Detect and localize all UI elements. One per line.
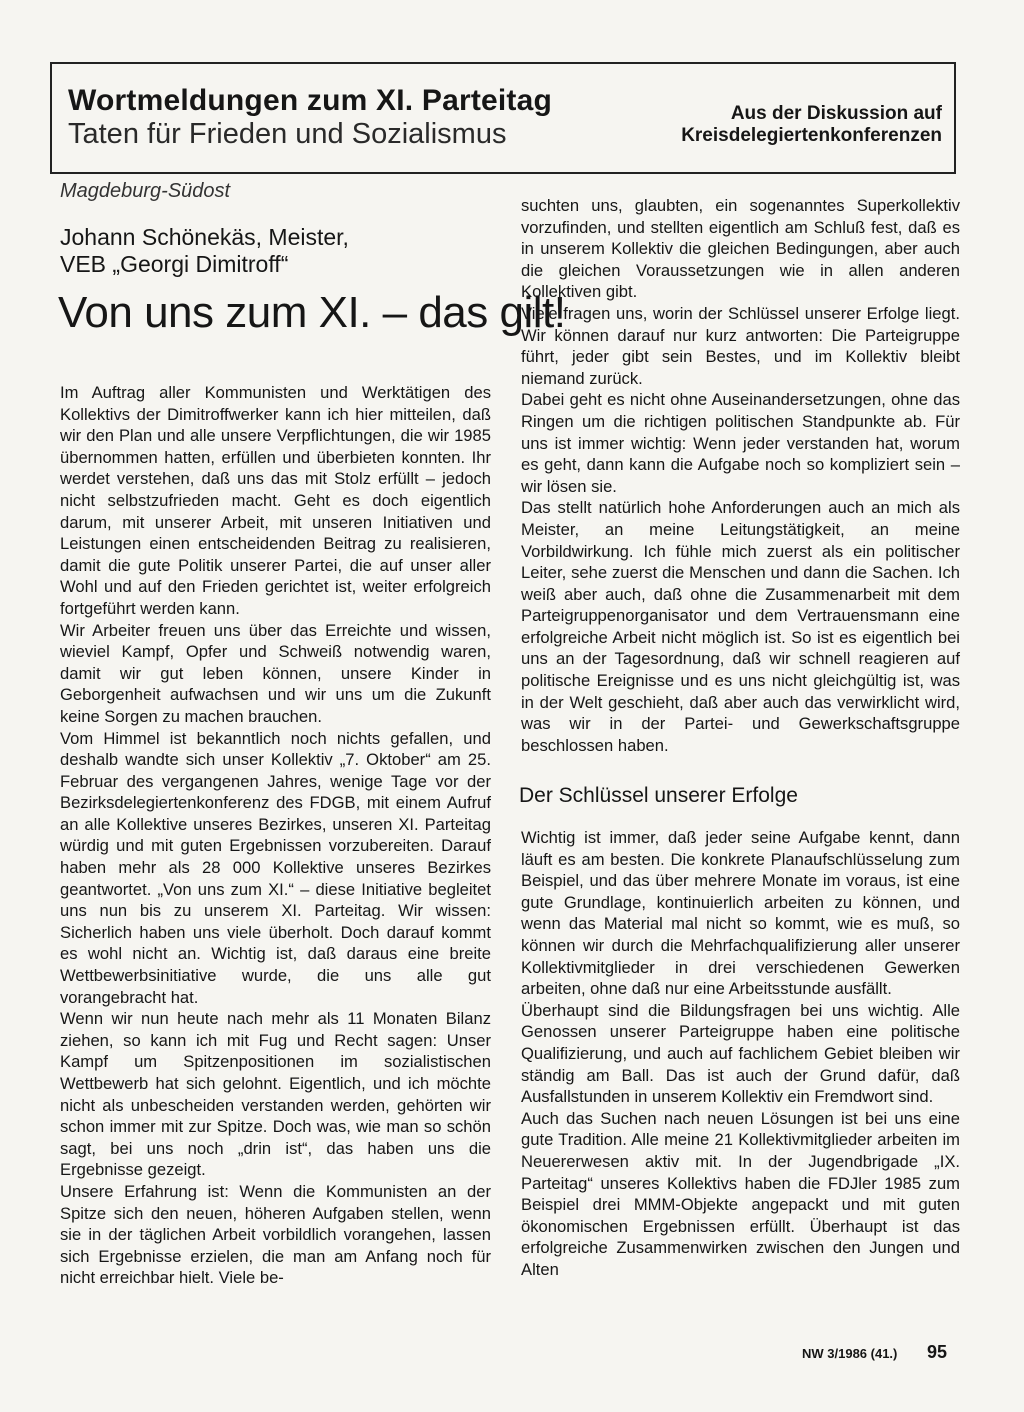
paragraph: Wir Arbeiter freuen uns über das Erreichte und wissen, wieviel Kampf, Opfer und Schweiß notwendig waren, damit wir gut leben können, unsere Kinder in Geborgenheit aufwachsen und wir uns um die Zukunft keine Sorgen zu machen brauchen.	[60, 620, 491, 726]
page-number: 95	[927, 1342, 948, 1362]
paragraph: Auch das Suchen nach neuen Lösungen ist bei uns eine gute Tradition. Alle meine 21 Kollektivmitglieder arbeiten im Neuererwesen aktiv mit. In der Jugendbrigade „IX. Parteitag“ unseres Kollektivs haben die FDJler 1985 zum Beispiel drei MMM-Objekte angepackt und mit guten ökonomischen Ergebnissen erfüllt. Überhaupt ist das erfolgreiche Zusammenwirken zwischen den Jungen und Alten	[521, 1108, 960, 1279]
paragraph: suchten uns, glaubten, ein sogenanntes Superkollektiv vorzufinden, und stellten eigentlich am Schluß fest, daß es in unserem Kollektiv die gleichen Bedingungen, aber auch die gleichen Voraussetzungen wie in allen anderen Kollektiven gibt.	[521, 196, 960, 302]
author-affiliation: VEB „Georgi Dimitroff“	[60, 251, 289, 277]
paragraph: Unsere Erfahrung ist: Wenn die Kommunisten an der Spitze sich den neuen, höheren Aufgaben stellen, wenn sie in der täglichen Arbeit vorbildlich vorangehen, lassen sich Ergebnisse erzielen, die man am Anfang noch für nicht erreichbar hielt. Viele be-	[60, 1181, 491, 1288]
paragraph: Überhaupt sind die Bildungsfragen bei uns wichtig. Alle Genossen unserer Parteigruppe haben eine politische Qualifizierung, und auch auf fachlichem Gebiet bleiben wir ständig am Ball. Das ist auch der Grund dafür, daß Ausfallstunden in unserem Kollektiv ein Fremdwort sind.	[521, 1000, 960, 1107]
paragraph: Im Auftrag aller Kommunisten und Werktätigen des Kollektivs der Dimitroffwerker kann ich hier mitteilen, daß wir den Plan und alle unsere Verpflichtungen, die wir 1985 übernommen hatten, erfüllen und überbieten konnten. Ihr werdet verstehen, daß uns das mit Stolz erfüllt – jedoch nicht selbstzufrieden macht. Geht es doch eigentlich darum, mit unserer Arbeit, mit unseren Initiativen und Leistungen einen entscheidenden Beitrag zu realisieren, damit die gute Politik unserer Partei, die auf unser aller Wohl und auf den Frieden gerichtet ist, weiter erfolgreich fortgeführt werden kann.	[60, 383, 491, 618]
right-column-top	[521, 195, 960, 756]
paragraph: Wichtig ist immer, daß jeder seine Aufgabe kennt, dann läuft es am besten. Die konkrete Planaufschlüsselung zum Beispiel, und das über mehrere Monate im voraus, ist eine gute Grundlage, kontinuierlich arbeiten zu können, und wenn das Material mal nicht so kommt, wie es muß, so können wir durch die Mehrfachqualifizierung aller unserer Kollektivmitglieder in drei verschiedenen Gewerken arbeiten, ohne daß nur eine Arbeitsstunde ausfällt.	[521, 828, 960, 999]
series-subtitle: Taten für Frieden und Sozialismus	[68, 118, 507, 150]
left-column	[60, 382, 491, 1289]
issue-reference: NW 3/1986 (41.)	[802, 1346, 898, 1361]
author-block	[60, 224, 349, 278]
source-note-line-1: Aus der Diskussion auf	[730, 103, 942, 124]
series-title: Wortmeldungen zum XI. Parteitag	[68, 84, 553, 117]
source-note-line-2: Kreisdelegiertenkonferenzen	[681, 125, 942, 146]
region-label: Magdeburg-Südost	[60, 180, 231, 202]
author-name: Johann Schönekäs, Meister,	[60, 224, 349, 250]
section-subheading: Der Schlüssel unserer Erfolge	[519, 784, 798, 807]
paragraph: Wenn wir nun heute nach mehr als 11 Monaten Bilanz ziehen, so kann ich mit Fug und Recht sagen: Unser Kampf um Spitzenpositionen im sozialistischen Wettbewerb hat sich gelohnt. Eigentlich, und ich möchte nicht als unbescheiden verstanden werden, gehörten wir schon immer mit zur Spitze. Doch was, wie man so schön sagt, bei uns noch „drin ist“, das haben uns die Ergebnisse gezeigt.	[60, 1009, 491, 1180]
paragraph: Das stellt natürlich hohe Anforderungen auch an mich als Meister, an meine Leitungstätigkeit, an meine Vorbildwirkung. Ich fühle mich zuerst als ein politischer Leiter, sehe zuerst die Menschen und dann die Sachen. Ich weiß aber auch, daß ohne die Zusammenarbeit mit dem Parteigruppenorganisator und dem Vertrauensmann eine erfolgreiche Arbeit nicht möglich ist. So ist es eigentlich bei uns an der Tagesordnung, daß wir schnell reagieren auf politische Ereignisse und es uns nicht gleichgültig ist, was in der Welt geschieht, daß aber auch das verwirklicht wird, was wir in der Partei- und Gewerkschaftsgruppe beschlossen haben.	[521, 498, 960, 755]
source-note	[681, 103, 942, 147]
paragraph: Viele fragen uns, worin der Schlüssel unserer Erfolge liegt. Wir können darauf nur kurz antworten: Die Parteigruppe führt, jeder gibt sein Bestes, und im Kollektiv bleibt niemand zurück.	[521, 303, 960, 388]
right-column-bottom	[521, 827, 960, 1280]
paragraph: Dabei geht es nicht ohne Auseinandersetzungen, ohne das Ringen um die richtigen politischen Standpunkte ab. Für uns ist immer wichtig: Wenn jeder verstanden hat, worum es geht, dann kann die Aufgabe noch so kompliziert sein – wir lösen sie.	[521, 390, 960, 496]
paragraph: Vom Himmel ist bekanntlich noch nichts gefallen, und deshalb wandte sich unser Kollektiv „7. Oktober“ am 25. Februar des vergangenen Jahres, wenige Tage vor der Bezirksdelegiertenkonferenz des FDGB, mit einem Aufruf an alle Kollektive unseres Bezirkes, unseren XI. Parteitag würdig und mit guten Ergebnissen vorzubereiten. Darauf haben mehr als 28 000 Kollektive unseres Bezirkes geantwortet. „Von uns zum XI.“ – diese Initiative begleitet uns nun bis zu unserem XI. Parteitag. Wir wissen: Sicherlich haben uns viele überholt. Doch darauf kommt es wohl nicht an. Wichtig ist, daß daraus eine breite Wettbewerbsinitiative wurde, die uns alle gut vorangebracht hat.	[60, 728, 491, 1007]
article-headline: Von uns zum XI. – das gilt!	[58, 288, 566, 337]
